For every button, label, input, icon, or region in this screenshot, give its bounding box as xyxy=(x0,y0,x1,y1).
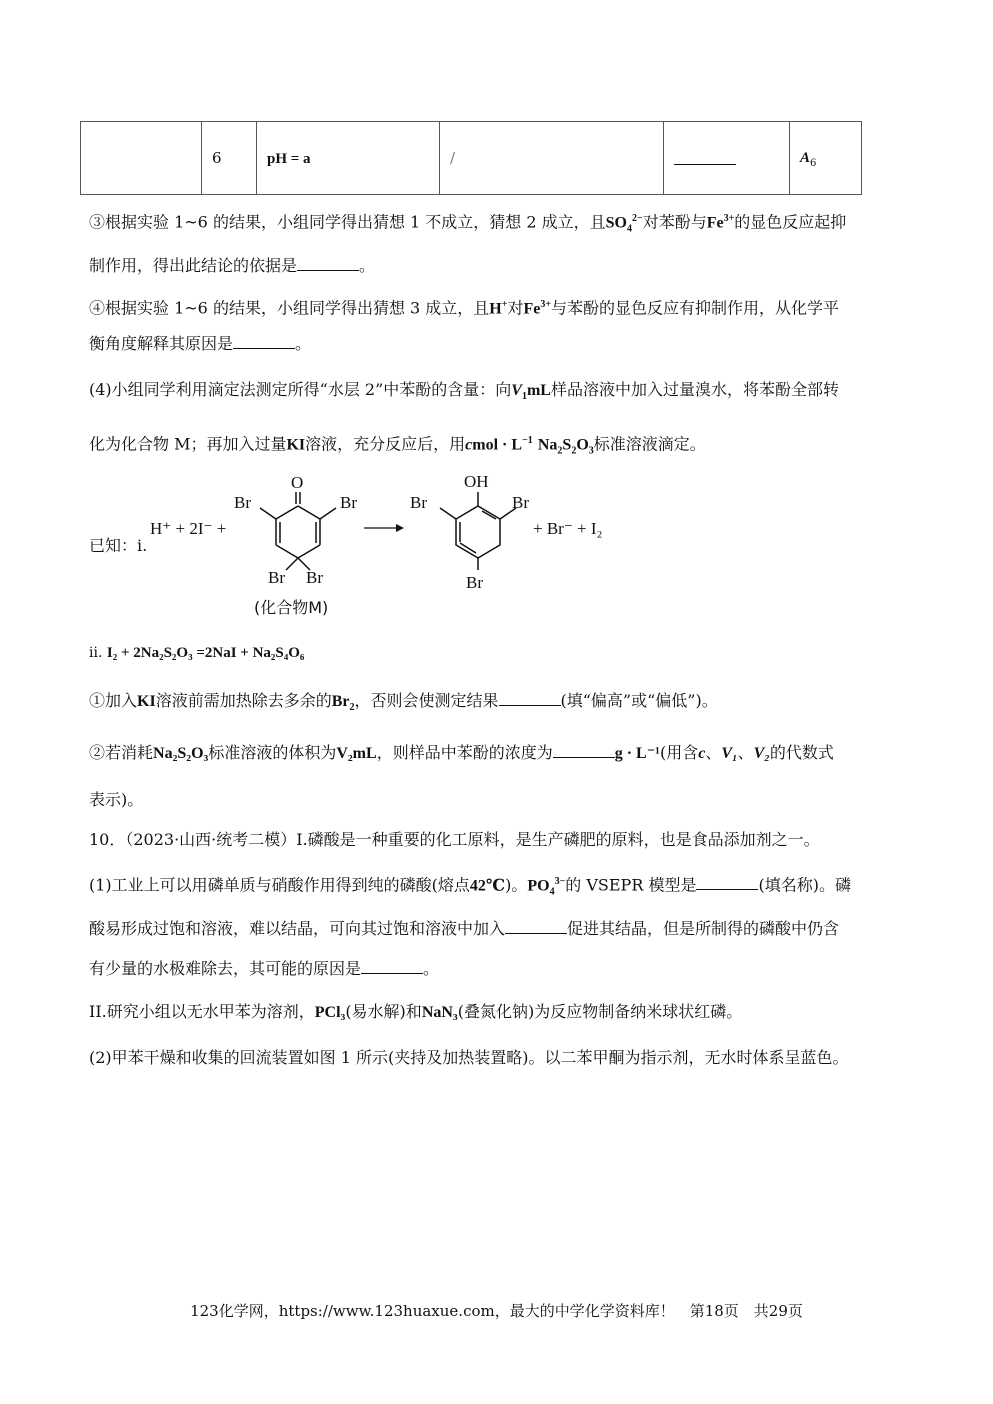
table-cell-number: 6 xyxy=(202,122,257,195)
paragraph-II: II.研究小组以无水甲苯为溶剂，PCl₃(易水解)和NaN₃(叠氮化钠)为反应物制备纳米球状红磷。 xyxy=(89,1002,743,1021)
br-label: Br xyxy=(466,573,483,592)
answer-blank xyxy=(499,689,561,706)
table-cell-absorbance: $A_6$ xyxy=(790,122,862,195)
question-10-title: 10．（2023·山西·统考二模）I.磷酸是一种重要的化工原料，是生产磷肥的原料，也是食品添加剂之一。 xyxy=(89,830,820,849)
hydroxyl-label: OH xyxy=(464,472,489,491)
paragraph-10-4: (2)甲苯干燥和收集的回流装置如图 1 所示(夹持及加热装置略)。以二苯甲酮为指示剂，无水时体系呈蓝色。 xyxy=(89,1048,849,1067)
oxygen-label: O xyxy=(291,473,304,492)
reaction-arrow-icon xyxy=(364,524,404,532)
tribromophenol-structure xyxy=(440,492,516,570)
reaction-scheme xyxy=(230,470,630,620)
question-2-cont: 表示)。 xyxy=(89,790,144,809)
answer-blank xyxy=(696,873,758,890)
experiment-table xyxy=(80,121,862,195)
compound-m-label: (化合物M) xyxy=(254,598,329,617)
answer-blank xyxy=(505,917,567,934)
br-label: Br xyxy=(306,568,323,587)
question-1: ①加入KI溶液前需加热除去多余的$Br_2$，否则会使测定结果 (填“偏高”或“偏低”)。 xyxy=(89,691,718,714)
answer-blank xyxy=(361,957,423,974)
paragraph-10-3: 有少量的水极难除去，其可能的原因是 。 xyxy=(89,959,440,978)
answer-blank xyxy=(553,741,615,758)
paragraph-q3: ③根据实验 1~6 的结果，小组同学得出猜想 1 不成立，猜想 2 成立，且$SO_4^{2-}$对苯酚与$Fe^{3+}$的显色反应起抑 xyxy=(89,212,847,235)
paragraph-part4-cont: 化为化合物 M；再加入过量KI溶液，充分反应后，用cmol · $L^{-1}$ $Na_2S_2O_3$标准溶液滴定。 xyxy=(89,434,706,457)
table-cell-ph: pH = a xyxy=(257,122,440,195)
equation-ii: ii. I₂ + 2Na₂S₂O₃ =2NaI + Na₂S₄O₆ xyxy=(89,645,305,661)
answer-blank xyxy=(233,332,295,349)
answer-blank xyxy=(297,254,359,271)
br-label: Br xyxy=(268,568,285,587)
paragraph-10-2: 酸易形成过饱和溶液，难以结晶，可向其过饱和溶液中加入 促进其结晶，但是所制得的磷酸中仍含 xyxy=(89,919,840,938)
products-ions: + Br⁻ + I₂ xyxy=(533,519,603,538)
compound-m-structure xyxy=(260,492,336,570)
question-2: ②若消耗Na₂S₂O₃标准溶液的体积为V₂mL，则样品中苯酚的浓度为 g · L⁻¹(用含c、V₁、V₂的代数式 xyxy=(89,743,834,762)
table-cell-slash: / xyxy=(440,122,664,195)
paragraph-q3-cont: 制作用，得出此结论的依据是 。 xyxy=(89,256,376,275)
paragraph-q4: ④根据实验 1~6 的结果，小组同学得出猜想 3 成立，且H+对$Fe^{3+}$与苯酚的显色反应有抑制作用，从化学平 xyxy=(89,298,840,318)
br-label: Br xyxy=(410,493,427,512)
br-label: Br xyxy=(234,493,251,512)
page-footer: 123化学网，https://www.123huaxue.com，最大的中学化学资料库！ 第18页 共29页 xyxy=(190,1302,803,1320)
table-cell xyxy=(81,122,202,195)
reactant-ions: H⁺ + 2I⁻ + xyxy=(150,519,227,538)
table-cell-blank xyxy=(664,122,790,195)
paragraph-10-1: (1)工业上可以用磷单质与硝酸作用得到纯的磷酸(熔点42℃)。$PO_4^{3-}$的 VSEPR 模型是 (填名称)。磷 xyxy=(89,875,851,898)
known-label: 已知：i. xyxy=(89,536,148,555)
br-label: Br xyxy=(512,493,529,512)
br-label: Br xyxy=(340,493,357,512)
paragraph-q4-cont: 衡角度解释其原因是 。 xyxy=(89,334,312,353)
paragraph-part4: (4)小组同学利用滴定法测定所得“水层 2”中苯酚的含量：向$V_1mL$样品溶液中加入过量溴水，将苯酚全部转 xyxy=(89,380,839,403)
table-row xyxy=(81,122,862,195)
